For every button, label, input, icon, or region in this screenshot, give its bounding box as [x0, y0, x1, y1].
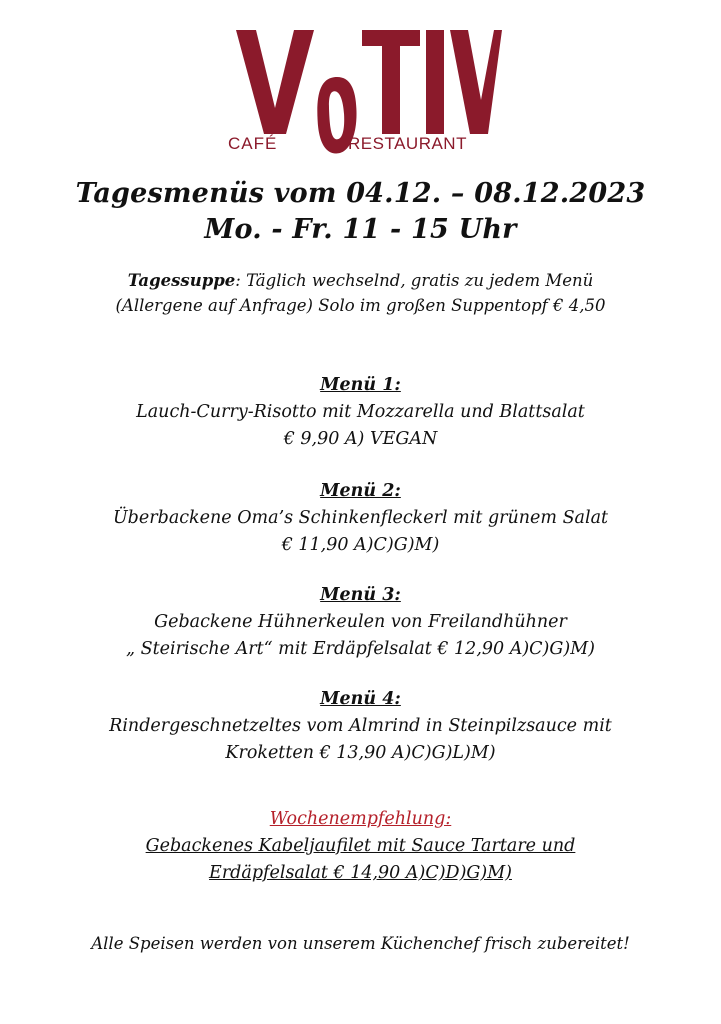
menu-dish: Rindergeschnetzeltes vom Almrind in Steinpilzsauce mit: [109, 716, 612, 736]
menu-title: [0, 176, 721, 248]
menu-price-allergens: € 11,90 A)C)G)M): [281, 535, 440, 555]
soup-label: Tagessuppe: [127, 271, 236, 290]
soup-line-2: (Allergene auf Anfrage) Solo im großen Suppentopf € 4,50: [115, 296, 606, 315]
menu-dish-price: „ Steirische Art“ mit Erdäpfelsalat € 12,90 A)C)G)M): [126, 639, 595, 659]
menu-dish-price: Kroketten € 13,90 A)C)G)L)M): [225, 743, 496, 763]
menu-heading: Menü 1:: [320, 375, 401, 395]
weekly-recommendation: [0, 806, 721, 887]
soup-description: : Täglich wechselnd, gratis zu jedem Menü: [235, 271, 594, 290]
weekly-dish-price: Erdäpfelsalat € 14,90 A)C)D)G)M): [209, 863, 512, 883]
menu-price-allergens: € 9,90 A) VEGAN: [283, 429, 438, 449]
logo-cafe-text: CAFÉ: [228, 134, 278, 153]
menu-item-3: [0, 582, 721, 663]
soup-info: [0, 268, 721, 318]
menu-item-2: [0, 478, 721, 559]
menu-heading: Menü 4:: [320, 689, 401, 709]
weekly-dish: Gebackenes Kabeljaufilet mit Sauce Tartare und: [145, 836, 576, 856]
menu-item-1: [0, 372, 721, 453]
soup-line-1: [0, 268, 721, 293]
title-hours: Mo. - Fr. 11 - 15 Uhr: [204, 214, 517, 245]
menu-dish: Überbackene Oma’s Schinkenfleckerl mit grünem Salat: [112, 508, 609, 528]
menu-heading: Menü 3:: [320, 585, 401, 605]
menu-dish: Lauch-Curry-Risotto mit Mozzarella und Blattsalat: [136, 402, 585, 422]
menu-dish: Gebackene Hühnerkeulen von Freilandhühner: [154, 612, 567, 632]
weekly-heading: Wochenempfehlung:: [269, 809, 452, 829]
votiv-logo: [222, 22, 502, 162]
logo-restaurant-text: RESTAURANT: [348, 134, 467, 153]
footer-note: Alle Speisen werden von unserem Küchenchef frisch zubereitet!: [91, 934, 630, 953]
title-dates: Tagesmenüs vom 04.12. – 08.12.2023: [75, 178, 646, 209]
menu-heading: Menü 2:: [320, 481, 401, 501]
menu-item-4: [0, 686, 721, 767]
